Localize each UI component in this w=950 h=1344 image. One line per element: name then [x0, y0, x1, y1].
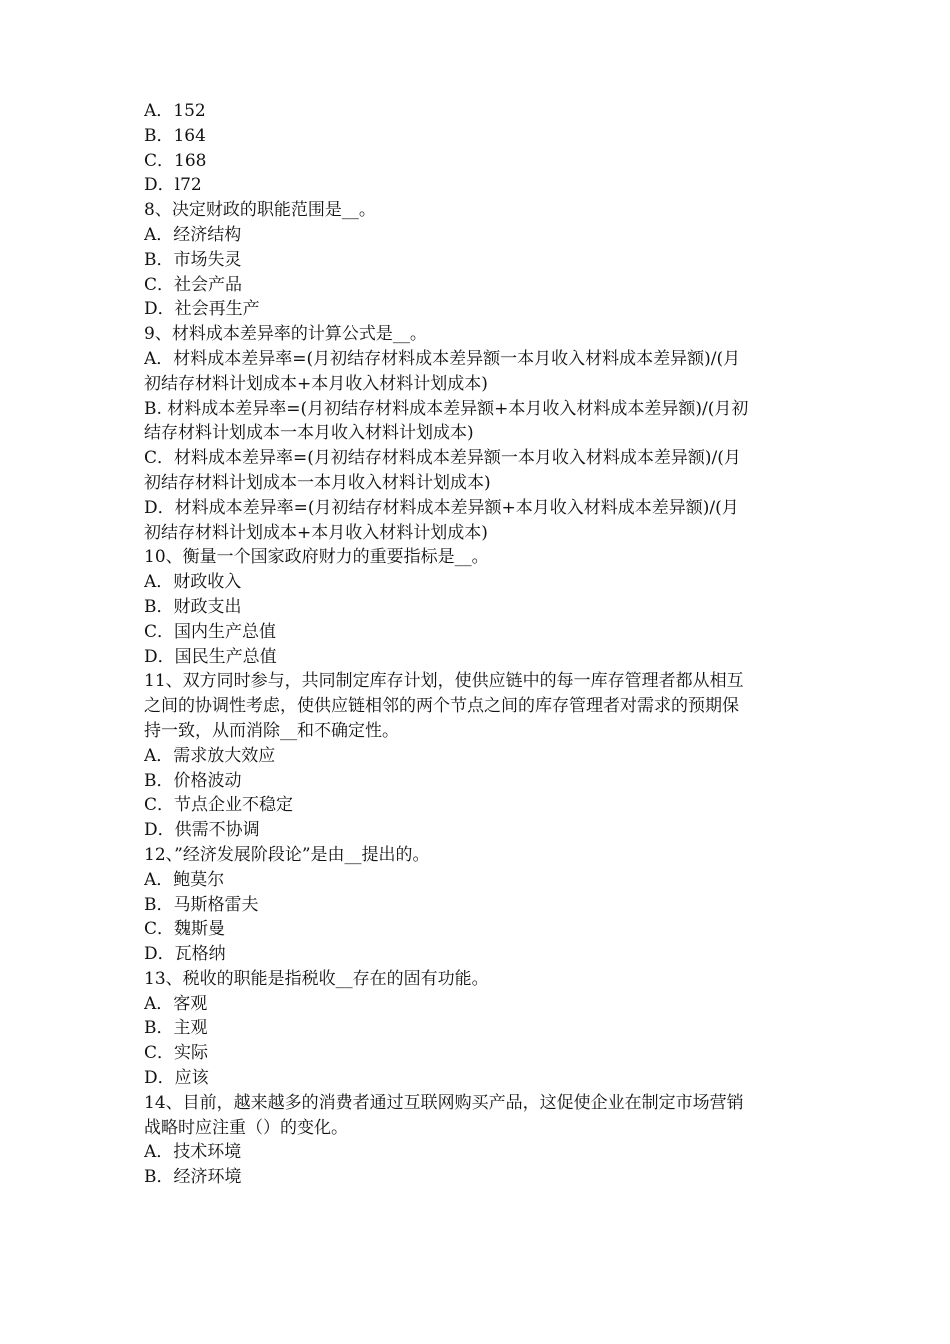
option-line: 初结存材料计划成本+本月收入材料计划成本)	[144, 522, 488, 543]
option-line: 初结存材料计划成本一本月收入材料计划成本)	[144, 472, 491, 493]
option-line: A．152	[144, 101, 206, 121]
option-line: B．164	[144, 125, 206, 146]
option-line: D．应该	[144, 1068, 209, 1089]
option-line: C．168	[144, 150, 207, 171]
question-line: 10、衡量一个国家政府财力的重要指标是__。	[144, 547, 489, 568]
question-line: 11、双方同时参与，共同制定库存计划，使供应链中的每一库存管理者都从相互	[144, 671, 744, 692]
question-line: 8、决定财政的职能范围是__。	[144, 200, 376, 221]
question-line: 12、”经济发展阶段论”是由__提出的。	[144, 844, 430, 865]
option-line: C．节点企业不稳定	[144, 795, 294, 816]
question-line: 战略时应注重（）的变化。	[144, 1117, 348, 1138]
option-line: D．社会再生产	[144, 299, 260, 320]
option-line: A．鲍莫尔	[144, 869, 225, 890]
option-line: A．客观	[144, 993, 208, 1014]
option-line: D．材料成本差异率=(月初结存材料成本差异额+本月收入材料成本差异额)/(月	[144, 497, 739, 518]
option-line: B．价格波动	[144, 770, 242, 791]
question-line: 持一致，从而消除__和不确定性。	[144, 720, 399, 741]
option-line: B. 材料成本差异率=(月初结存材料成本差异额+本月收入材料成本差异额)/(月初	[144, 398, 749, 419]
option-line: D．供需不协调	[144, 820, 260, 841]
option-line: C．实际	[144, 1043, 209, 1064]
option-line: C．社会产品	[144, 274, 243, 295]
option-line: B．经济环境	[144, 1167, 242, 1188]
option-line: 初结存材料计划成本+本月收入材料计划成本)	[144, 373, 488, 394]
option-line: C．国内生产总值	[144, 621, 277, 642]
document-page	[144, 99, 808, 1190]
option-line: C．材料成本差异率=(月初结存材料成本差异额一本月收入材料成本差异额)/(月	[144, 448, 741, 469]
option-line: D．l72	[144, 175, 202, 196]
question-line: 9、材料成本差异率的计算公式是__。	[144, 324, 427, 345]
option-line: D．国民生产总值	[144, 646, 277, 667]
option-line: A．技术环境	[144, 1142, 242, 1163]
option-line: B．财政支出	[144, 596, 242, 617]
option-line: C．魏斯曼	[144, 919, 226, 940]
option-line: D．瓦格纳	[144, 944, 226, 965]
option-line: A．财政收入	[144, 572, 242, 593]
option-line: A．经济结构	[144, 224, 242, 245]
option-line: A．需求放大效应	[144, 745, 276, 766]
option-line: B．市场失灵	[144, 249, 242, 270]
option-line: B．马斯格雷夫	[144, 894, 259, 915]
question-line: 13、税收的职能是指税收__存在的固有功能。	[144, 968, 489, 989]
option-line: 结存材料计划成本一本月收入材料计划成本)	[144, 423, 474, 444]
question-line: 14、目前，越来越多的消费者通过互联网购买产品，这促使企业在制定市场营销	[144, 1092, 744, 1113]
option-line: A．材料成本差异率=(月初结存材料成本差异额一本月收入材料成本差异额)/(月	[144, 348, 741, 369]
option-line: B．主观	[144, 1018, 208, 1039]
question-line: 之间的协调性考虑，使供应链相邻的两个节点之间的库存管理者对需求的预期保	[144, 696, 739, 717]
